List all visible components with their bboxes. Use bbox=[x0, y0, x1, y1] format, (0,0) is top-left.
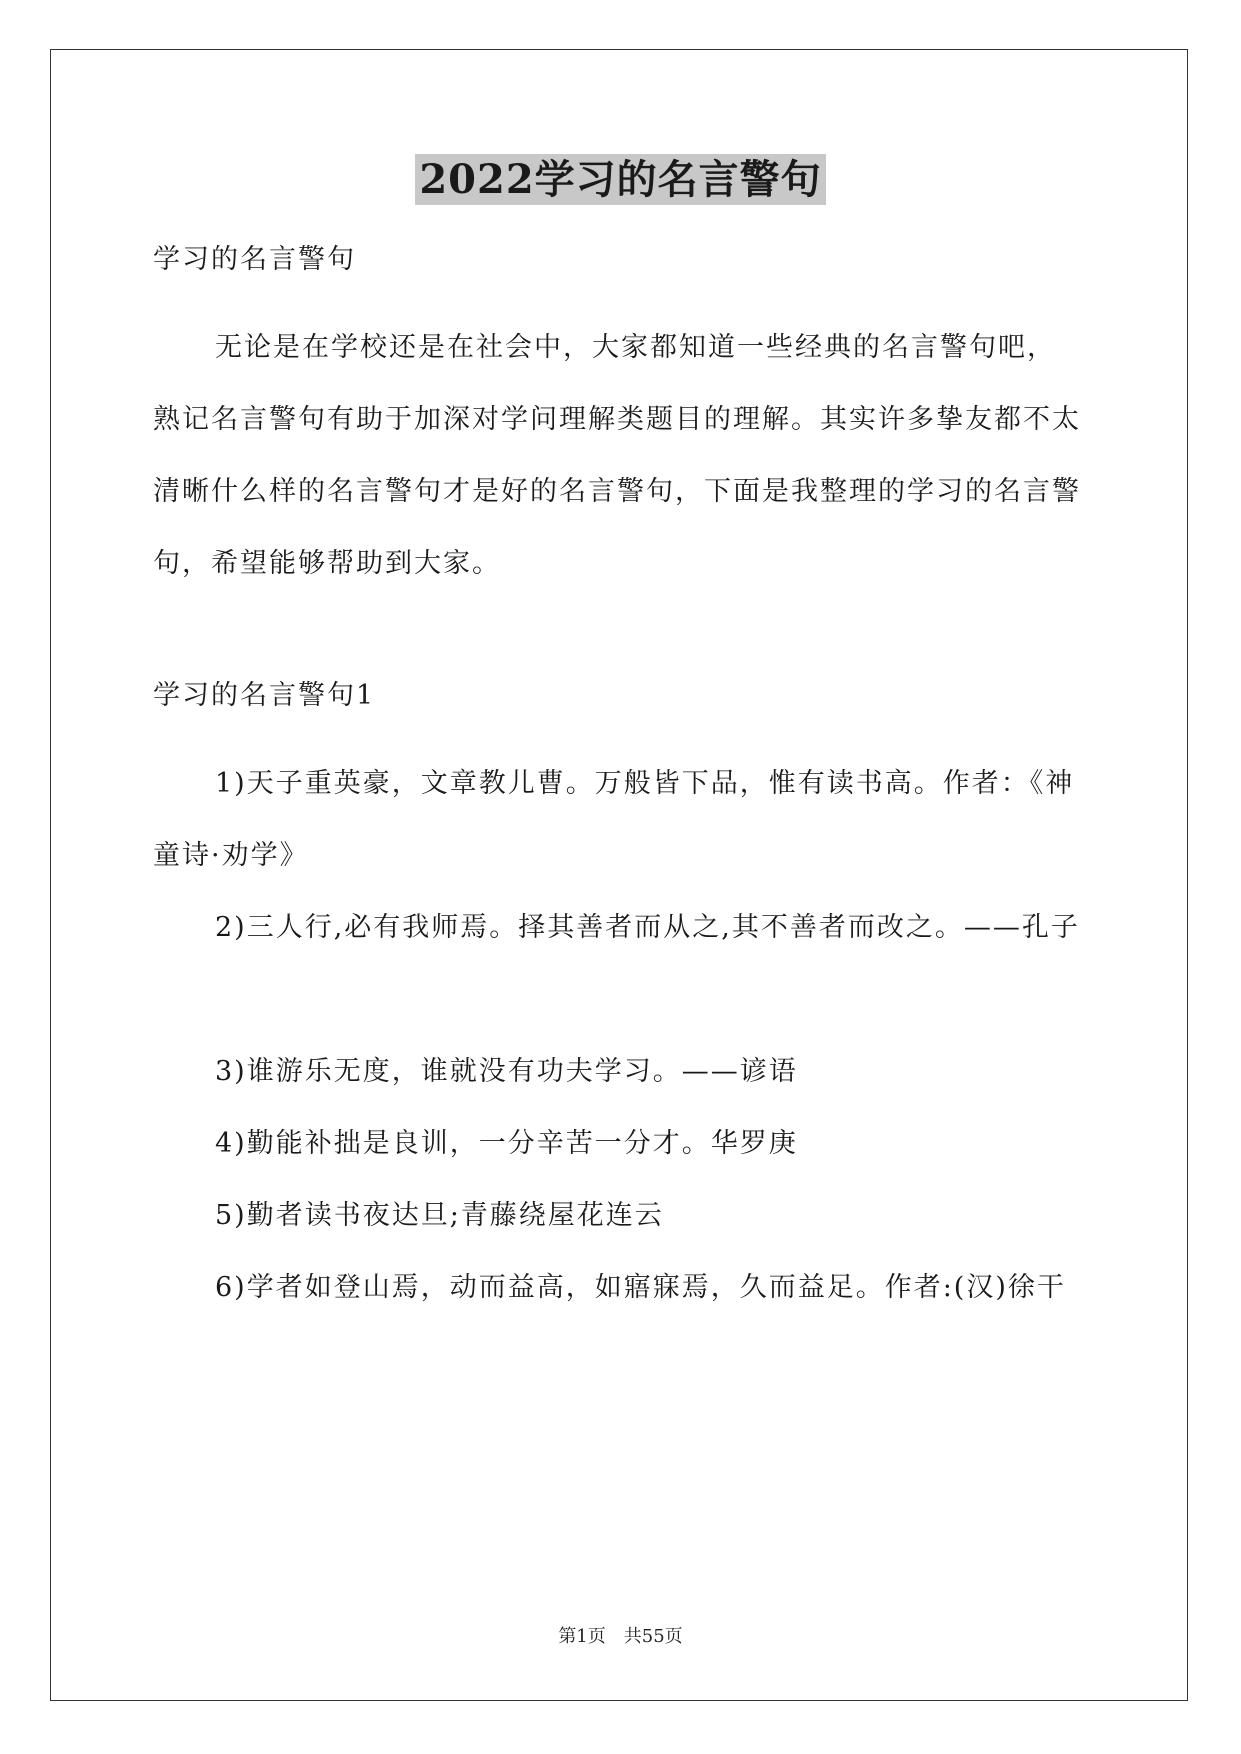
section-heading: 学习的名言警句1 bbox=[153, 680, 376, 711]
quote-item-5: 5)勤者读书夜达旦;青藤绕屋花连云 bbox=[215, 1200, 664, 1231]
quote-item-4: 4)勤能补拙是良训，一分辛苦一分才。华罗庚 bbox=[215, 1128, 798, 1159]
intro-paragraph: 无论是在学校还是在社会中，大家都知道一些经典的名言警句吧，熟记名言警句有助于加深对学问理解类题目的理解。其实许多挚友都不太清晰什么样的名言警句才是好的名言警句，下面是我整理的学习的名言警句，希望能够帮助到大家。 bbox=[153, 332, 1081, 579]
page-footer: 第1页 共55页 bbox=[558, 1626, 683, 1647]
document-title bbox=[0, 150, 1241, 210]
document-subtitle: 学习的名言警句 bbox=[153, 244, 356, 275]
document-title-text: 2022学习的名言警句 bbox=[415, 154, 825, 205]
quote-item-6: 6)学者如登山焉，动而益高，如寤寐焉，久而益足。作者:(汉)徐干 bbox=[215, 1272, 1066, 1303]
quote-item-2: 2)三人行,必有我师焉。择其善者而从之,其不善者而改之。——孔子 bbox=[215, 912, 1080, 943]
quote-item-1: 1)天子重英豪，文章教儿曹。万般皆下品，惟有读书高。作者：《神童诗·劝学》 bbox=[153, 768, 1075, 871]
quote-item-3: 3)谁游乐无度，谁就没有功夫学习。——谚语 bbox=[215, 1056, 798, 1087]
